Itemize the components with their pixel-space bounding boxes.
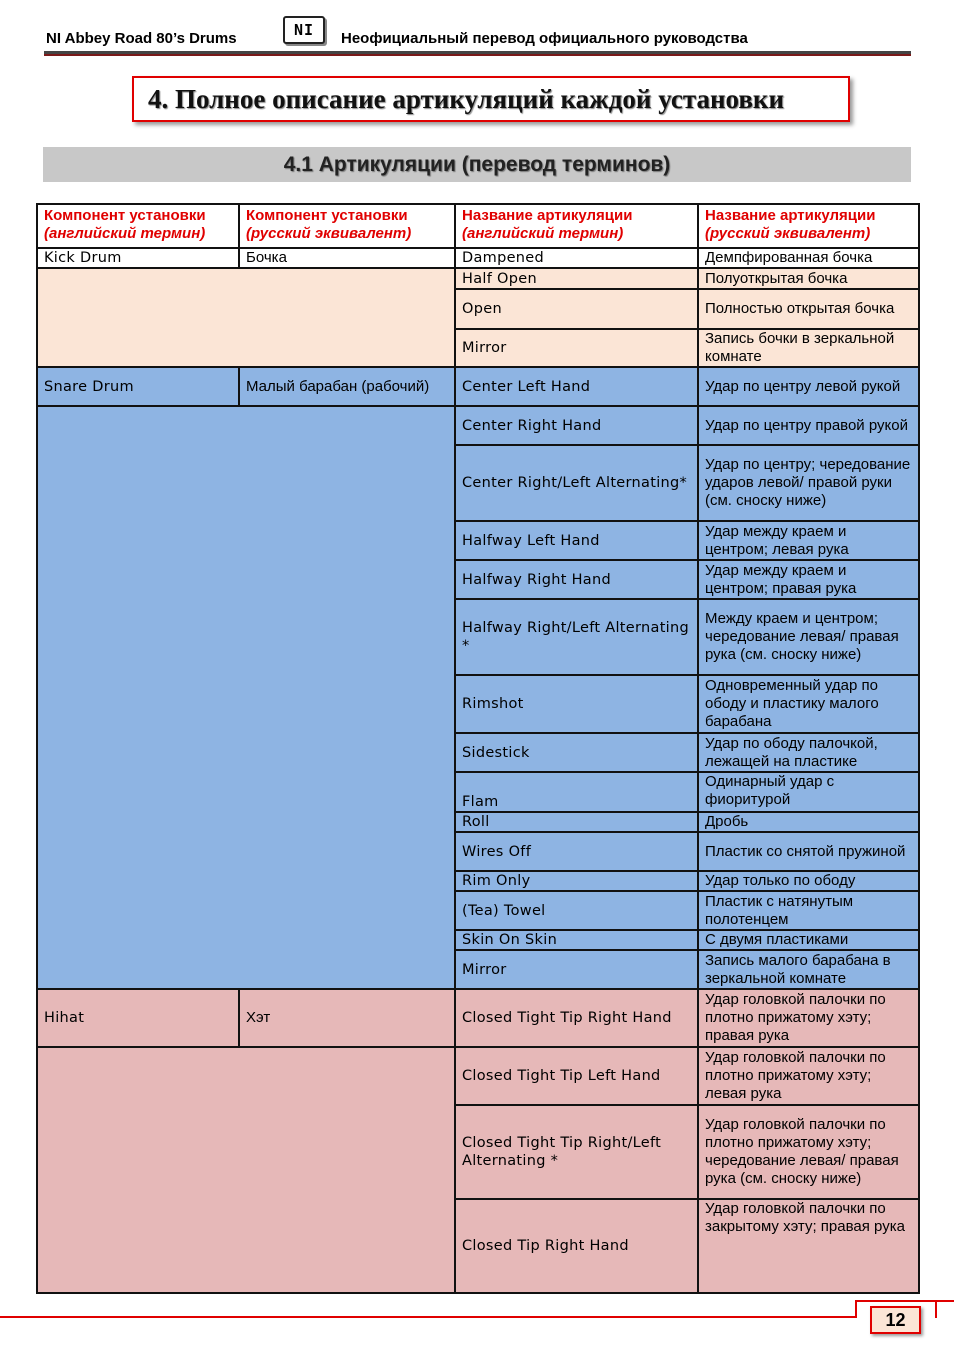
- articulation-en: Halfway Right/Left Alternating *: [455, 599, 698, 675]
- footer-rule-step: [935, 1300, 937, 1318]
- articulation-ru: Пластик со снятой пружиной: [698, 832, 919, 871]
- articulation-en: Halfway Left Hand: [455, 521, 698, 560]
- articulation-ru: Запись бочки в зеркальной комнате: [698, 329, 919, 367]
- articulation-ru: Полностью открытая бочка: [698, 289, 919, 329]
- table-row: [37, 268, 919, 289]
- footer-rule-step: [855, 1300, 857, 1318]
- articulation-ru: Демпфированная бочка: [698, 248, 919, 268]
- articulation-en: (Tea) Towel: [455, 891, 698, 930]
- component-ru: Бочка: [239, 248, 455, 268]
- articulation-ru: Удар только по ободу: [698, 871, 919, 891]
- articulation-ru: Удар по ободу палочкой, лежащей на пластике: [698, 733, 919, 772]
- chapter-title: 4. Полное описание артикуляций каждой установки: [132, 76, 850, 122]
- articulation-ru: Удар головкой палочки по закрытому хэту; правая рука: [698, 1199, 919, 1293]
- articulation-en: Wires Off: [455, 832, 698, 871]
- page-number: 12: [870, 1306, 921, 1334]
- articulation-en: Rim Only: [455, 871, 698, 891]
- header-doc-title: Неофициальный перевод официального руководства: [341, 30, 748, 47]
- table-row: [37, 989, 919, 1047]
- component-en: Snare Drum: [37, 367, 239, 406]
- table-row: [37, 367, 919, 406]
- articulation-en: Center Right/Left Alternating*: [455, 445, 698, 521]
- articulation-ru: Удар головкой палочки по плотно прижатому хэту; чередование левая/ правая рука (см. сноску ниже): [698, 1105, 919, 1199]
- empty-cell: [37, 1047, 455, 1293]
- table-row: [37, 248, 919, 268]
- empty-cell: [37, 406, 455, 989]
- articulation-ru: Удар головкой палочки по плотно прижатому хэту; левая рука: [698, 1047, 919, 1105]
- header-cell: Название артикуляции (русский эквивалент): [698, 204, 919, 248]
- articulation-en: Mirror: [455, 950, 698, 989]
- articulation-en: Closed Tight Tip Right Hand: [455, 989, 698, 1047]
- articulation-ru: Одновременный удар по ободу и пластику малого барабана: [698, 675, 919, 733]
- header-cell: Компонент установки (русский эквивалент): [239, 204, 455, 248]
- articulation-ru: Пластик с натянутым полотенцем: [698, 891, 919, 930]
- ni-logo-icon: NI: [283, 16, 325, 44]
- articulation-en: Flam: [455, 772, 698, 812]
- articulations-table: [36, 203, 920, 1294]
- articulation-ru: Удар по центру левой рукой: [698, 367, 919, 406]
- articulation-en: Rimshot: [455, 675, 698, 733]
- articulation-ru: Удар по центру; чередование ударов левой/ правой руки (см. сноску ниже): [698, 445, 919, 521]
- articulation-ru: Удар по центру правой рукой: [698, 406, 919, 445]
- articulation-ru: Запись малого барабана в зеркальной комнате: [698, 950, 919, 989]
- articulation-en: Skin On Skin: [455, 930, 698, 950]
- table-row: [37, 1047, 919, 1105]
- component-ru: Малый барабан (рабочий): [239, 367, 455, 406]
- articulation-ru: Между краем и центром; чередование левая/ правая рука (см. сноску ниже): [698, 599, 919, 675]
- component-en: Hihat: [37, 989, 239, 1047]
- articulation-ru: С двумя пластиками: [698, 930, 919, 950]
- table-row: [37, 406, 919, 445]
- empty-cell: [37, 268, 455, 367]
- articulation-en: Half Open: [455, 268, 698, 289]
- articulation-ru: Полуоткрытая бочка: [698, 268, 919, 289]
- articulation-en: Closed Tip Right Hand: [455, 1199, 698, 1293]
- footer-rule-upper: [855, 1300, 954, 1302]
- articulation-en: Open: [455, 289, 698, 329]
- articulation-en: Halfway Right Hand: [455, 560, 698, 599]
- header-cell: Название артикуляции (английский термин): [455, 204, 698, 248]
- header-cell: Компонент установки (английский термин): [37, 204, 239, 248]
- articulation-ru: Удар между краем и центром; левая рука: [698, 521, 919, 560]
- articulation-en: Closed Tight Tip Right/Left Alternating *: [455, 1105, 698, 1199]
- articulation-ru: Одинарный удар с фиоритурой: [698, 772, 919, 812]
- articulation-en: Dampened: [455, 248, 698, 268]
- articulation-en: Roll: [455, 812, 698, 832]
- articulation-en: Sidestick: [455, 733, 698, 772]
- articulation-en: Center Right Hand: [455, 406, 698, 445]
- header-product-name: NI Abbey Road 80’s Drums: [46, 30, 237, 47]
- component-en: Kick Drum: [37, 248, 239, 268]
- articulation-en: Center Left Hand: [455, 367, 698, 406]
- articulation-en: Closed Tight Tip Left Hand: [455, 1047, 698, 1105]
- footer-rule: [0, 1316, 855, 1318]
- section-title: 4.1 Артикуляции (перевод терминов): [43, 147, 911, 182]
- articulation-ru: Дробь: [698, 812, 919, 832]
- articulation-en: Mirror: [455, 329, 698, 367]
- component-ru: Хэт: [239, 989, 455, 1047]
- articulation-ru: Удар головкой палочки по плотно прижатому хэту; правая рука: [698, 989, 919, 1047]
- table-header-row: [37, 204, 919, 248]
- header-divider: [44, 51, 911, 56]
- articulation-ru: Удар между краем и центром; правая рука: [698, 560, 919, 599]
